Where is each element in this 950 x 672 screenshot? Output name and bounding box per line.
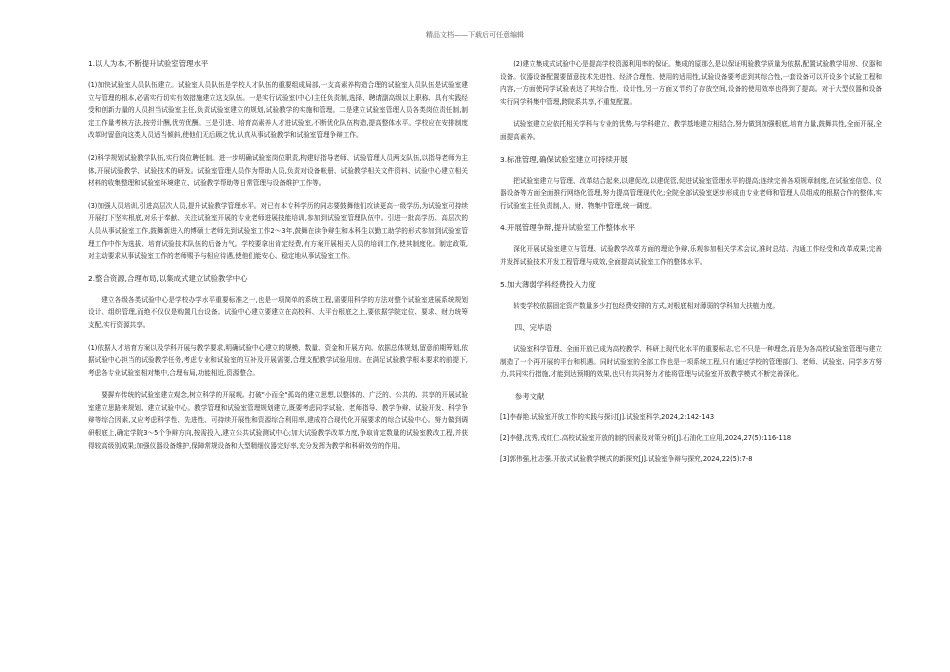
paragraph: 要摒弃传统的试验室建立观念,树立科学的开展观。打破"小而全"孤岛的建立思想,以整体的、广泛的、公共的、共享的开展试验室建立思路来规划、建立试验中心。教学管理和试验室管理规划建立,既要考虑同学试验、老师指导、教学争辩、试验开发、科学争辩等综合因素,又应考虑科学性、先进性、可持续开展性和资源综合利用率,建成符合现代化开展要求的综合试验中心。努力做到调研根底上,确定学院3～5个争辩方向,按需投入,建立公共试验测试中心;加大试验教学改革力度,争取肯定数量的试验室教改工程,并获得较高级别成果;加强仪器设备维护,保障常规设备和大型精细仪器完好率,充分发挥为教学和科研效劳的作用。 bbox=[88, 391, 468, 450]
paragraph: 试验室建立应依托相关学科与专业的优势,与学科建立、教学基地建立相结合,努力做到加强根底,培育力量,鼓舞共性,全面开展,全面提高素养。 bbox=[500, 120, 882, 141]
page-header: 精品文档——下载后可任意编辑 bbox=[426, 31, 524, 39]
section-heading: 5.加大薄弱学科经费投入力度 bbox=[500, 279, 596, 289]
paragraph: 试验室科学管理、全面开放已成为高校教学、科研上现代化水平的重要标志,它不只是一种理念,而是为各高校试验室管理与建立制造了一个再开展的平台和机遇。同时试验室的全部工作也是一项系统工程,只有通过学校的管理部门、老师、试验室、同学多方努力,共同实行措施,才能到达预期的效果,也只有共同努力才能将管理与试验室开放教学模式不断完善深化。 bbox=[500, 345, 882, 379]
paragraph: 转变学校依据固定资产数量多少打包经费安排的方式,对根底相对薄弱的学科加大扶植力度。 bbox=[513, 301, 780, 310]
section-heading: 3.标准管理,确保试验室建立可持续开展 bbox=[500, 154, 628, 164]
reference-item: [3]郭伟强,杜志强.开放式试验教学模式的新探究[J].试验室争辩与探究,2024,22(5):7-8 bbox=[500, 454, 753, 463]
paragraph: (3)加强人员培训,引进高层次人员,提升试验教学管理水平。对已有本专科学历的同志要鼓舞他们攻读更高一级学历,为试验室可持续开展打下坚实根底,对乐于奉献、关注试验室开展的专业老师进展技能培训,参加到试验室管理队伍中。引进一批高学历、高层次的人员从事试验室工作,鼓舞新进入的博硕士老师先到试验室工作2～3年,鼓舞在读争辩生和本科生以勤工助学的形式参加到试验室管理工作中作为选拔、培育试验技术队伍的后备力气。学校要拿出肯定经费,有方案开展相关人员的培训工作,使其制度化。制定政策,对主动要求从事试验室工作的老师赐予与相应待遇,使他们能安心、稳定地从事试验室工作。 bbox=[88, 201, 468, 261]
reference-item: [1]李春艳.试验室开放工作的实践与探讨[J].试验室科学,2024,2:142-143 bbox=[500, 412, 715, 421]
left-column bbox=[88, 58, 468, 462]
paragraph: (1)依据人才培育方案以及学科开展与教学要求,明确试验中心建立的规模、数量、资金和开展方向。依据总体规划,留意前期筹划,依据试验中心担当的试验教学任务,考虑专业和试验室的互补及开展需要,合理支配教学试验用房。在满足试验教学根本要求的前提下,考虑各专业试验室相对集中,合理布局,功能相近,资源整合。 bbox=[88, 343, 468, 377]
right-column bbox=[500, 58, 882, 475]
paragraph: (2)科学规划试验教学队伍,实行岗位聘任制。进一步明确试验室岗位职责,构建好指导老师、试验管理人员两支队伍,以指导老师为主体,开展试验教学、试验技术的研发。试验室管理人员作为帮助人员,负责对设备帐册、试验教学相关文件资料、试验中心建立相关材料的收集整理和试验室环境建立、试验教学帮助等日常管理与设备维护工作等。 bbox=[88, 153, 468, 188]
paragraph: (1)加快试验室人员队伍建立。试验室人员队伍是学校人才队伍的重要组成局部,一支高素养构造合理的试验室人员队伍是试验室建立与管理的根本,必需实行切实有效措施建立这支队伍。一是实行试验室(中心)主任负责制,选择、聘请副高级以上职称、具有实践经受和创新力量的人员担当试验室主任,负责试验室建立的规划,试验教学的实施和管理。二是建立试验室管理人员各类岗位责任制,制定工作量考核方法,按劳计酬,优劳优酬。三是引进、培育高素养人才进试验室,不断优化队伍构造,提高整体水平。学校应在安排制度改革时留意向这类人员适当倾斜,使他们无后顾之忧,认真从事试验教学和试验室管理争辩工作。 bbox=[88, 81, 468, 140]
section-heading: 4.开展管理争辩,提升试验室工作整体水平 bbox=[500, 223, 636, 233]
paragraph: 深化开展试验室建立与管理、试验教学改革方面的理论争辩,乐观参加相关学术会议,准时总结、沟通工作经受和改革成果;完善并发挥试验技术开发工程管理与成效,全面提高试验室工作的整体水平。 bbox=[500, 245, 882, 266]
section-heading: 2.整合资源,合理布局,以集成式建立试验教学中心 bbox=[88, 273, 248, 283]
paragraph: (2)建立集成式试验中心是提高学校资源利用率的保证。集成的原那么是以保证明验教学质量为依据,配置试验教学用房、仪器和设备。仪器设备配置要留意技术先进性、经济合理性、使用的适用性,试验设备要考虑到其综合性,一套设备可以开设多个试验工程和内容,一方面使同学试验表达了其综合性、设计性,另一方面又节约了存放空间,设备的使用效率也得到了提高。对于大型仪器和设备实行同学科集中管理,跨院系共享,不重复配置。 bbox=[500, 60, 882, 106]
section-heading: 参考文献 bbox=[514, 391, 545, 401]
reference-item: [2]李健,沈秀,戎红仁.高校试验室开放的制约因素及对策分析[J].石油化工应用,2024,27(5):116-118 bbox=[500, 433, 792, 442]
section-heading: 1.以人为本,不断提升试验室管理水平 bbox=[88, 59, 209, 68]
paragraph: 把试验室建立与管理、改革结合起来,以建促改,以建促管,促进试验室管理水平的提高;连续完善各项规章制度,在试验室信息、仪器设备等方面全面推行网络化管理,努力提高管理现代化;全院全部试验室逐步形成由专业老师和管理人员组成的根据合作的整体,实行试验室主任负责制,人、财、物集中管理,统一调度。 bbox=[500, 176, 882, 210]
section-heading: 四、完毕语 bbox=[514, 323, 552, 333]
paragraph: 建立各级各类试验中心是学校办学水平重要标准之一,也是一项简单的系统工程,需要用科学的方法对整个试验室进展系统规划设计、组织管理,而绝不仅仅是购置几台设备。试验中心建立要建立在高校科、大平台根底之上,要依据学院定位、要求、财力统筹支配,实行资源共享。 bbox=[88, 295, 468, 329]
